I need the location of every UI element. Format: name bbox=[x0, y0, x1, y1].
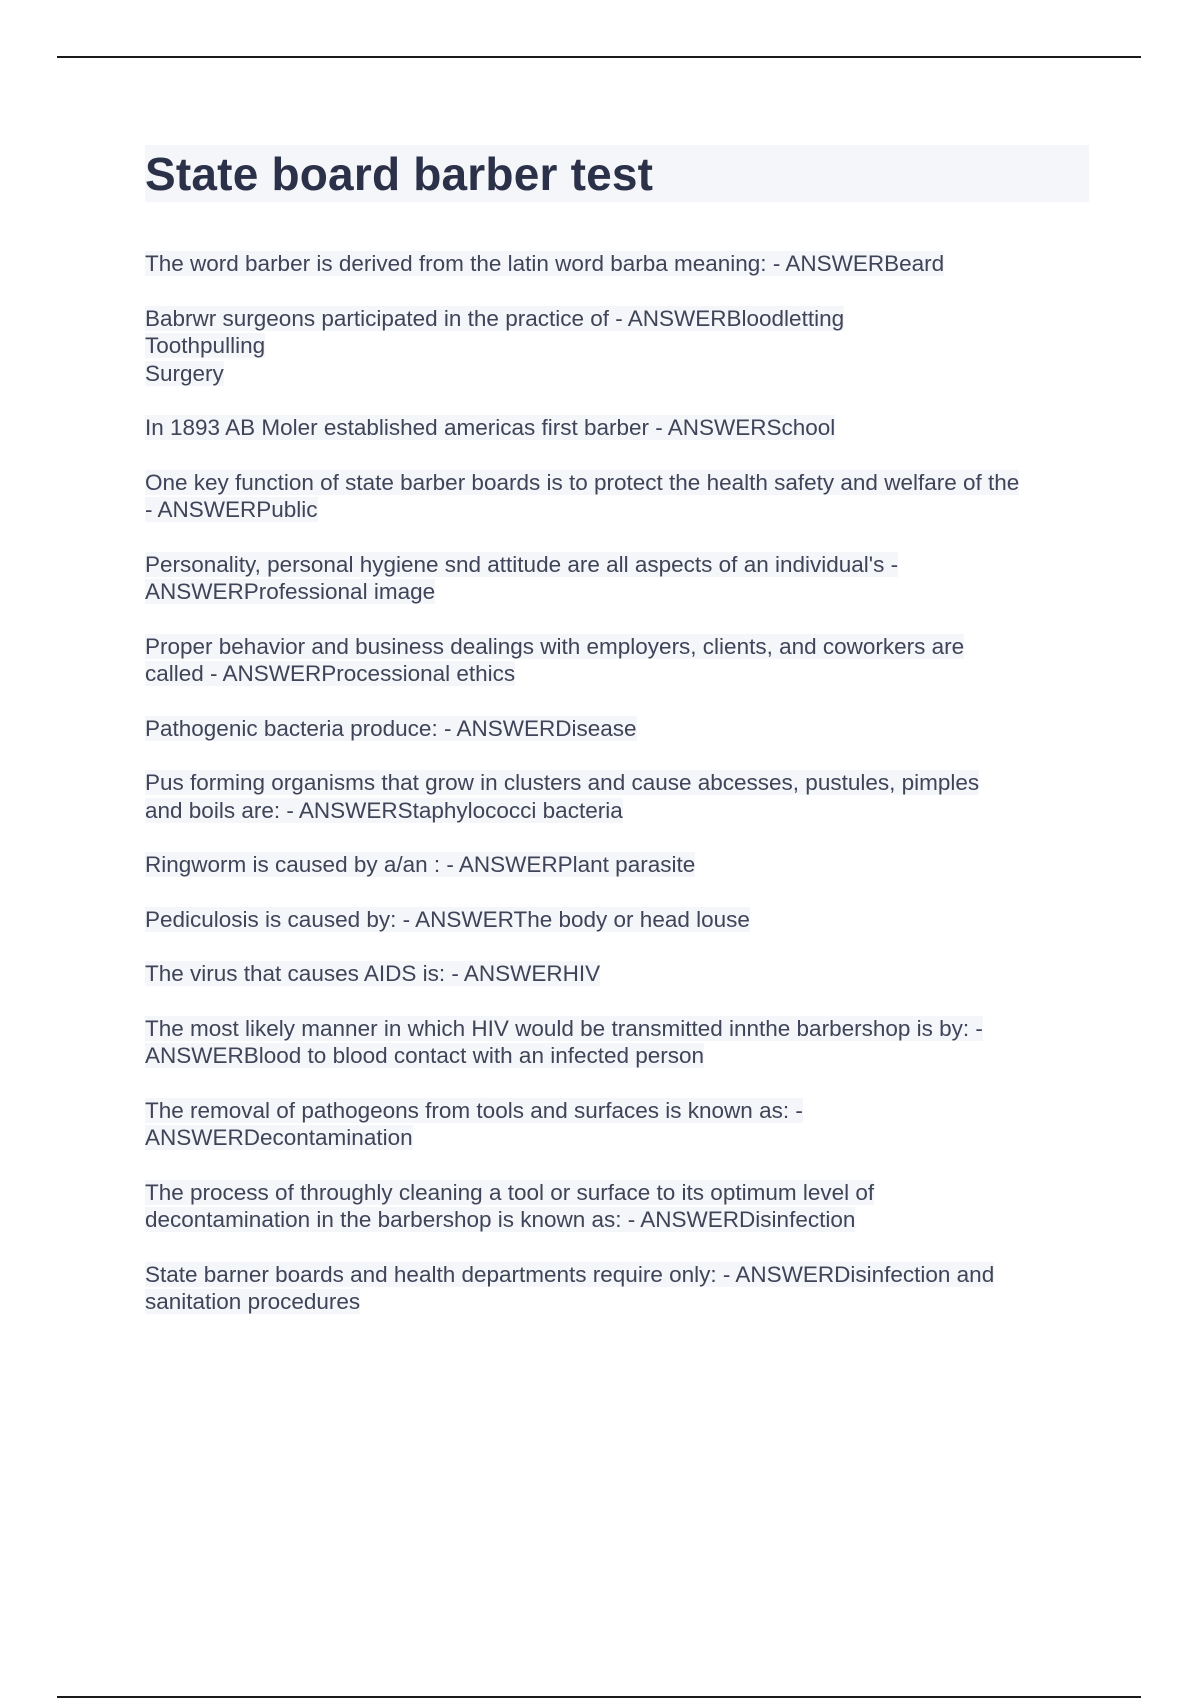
qa-line: ANSWERDecontamination bbox=[145, 1125, 413, 1150]
top-rule bbox=[57, 56, 1141, 58]
qa-line: and boils are: - ANSWERStaphylococci bacteria bbox=[145, 797, 623, 823]
qa-item bbox=[145, 769, 1089, 824]
qa-line: Pathogenic bacteria produce: - ANSWERDisease bbox=[145, 715, 637, 741]
qa-line: Pus forming organisms that grow in clusters and cause abcesses, pustules, pimples bbox=[145, 770, 980, 795]
qa-line: The most likely manner in which HIV would be transmitted innthe barbershop is by: - bbox=[145, 1015, 983, 1041]
qa-item bbox=[145, 469, 1089, 524]
qa-line: One key function of state barber boards is to protect the health safety and welfare of the bbox=[145, 469, 1020, 495]
qa-line: In 1893 AB Moler established americas first barber - ANSWERSchool bbox=[145, 415, 836, 440]
qa-line: The process of throughly cleaning a tool or surface to its optimum level of bbox=[145, 1179, 875, 1205]
qa-item bbox=[145, 1015, 1089, 1070]
qa-line: Babrwr surgeons participated in the practice of - ANSWERBloodletting bbox=[145, 305, 845, 331]
qa-item bbox=[145, 960, 1089, 988]
qa-line: Proper behavior and business dealings with employers, clients, and coworkers are bbox=[145, 633, 965, 659]
qa-item bbox=[145, 1097, 1089, 1152]
qa-line: Toothpulling bbox=[145, 333, 266, 358]
qa-line: Pediculosis is caused by: - ANSWERThe body or head louse bbox=[145, 906, 750, 932]
page-title: State board barber test bbox=[145, 147, 654, 200]
qa-line: Personality, personal hygiene snd attitude are all aspects of an individual's - bbox=[145, 551, 899, 577]
qa-item bbox=[145, 551, 1089, 606]
bottom-rule bbox=[57, 1696, 1141, 1698]
qa-list bbox=[145, 250, 1089, 1316]
qa-line: decontamination in the barbershop is known as: - ANSWERDisinfection bbox=[145, 1207, 856, 1232]
qa-line: - ANSWERPublic bbox=[145, 497, 318, 522]
qa-line: The removal of pathogeons from tools and surfaces is known as: - bbox=[145, 1097, 803, 1123]
qa-line: Ringworm is caused by a/an : - ANSWERPlant parasite bbox=[145, 852, 696, 877]
qa-item bbox=[145, 906, 1089, 934]
qa-line: ANSWERBlood to blood contact with an infected person bbox=[145, 1043, 705, 1068]
qa-line: The word barber is derived from the latin word barba meaning: - ANSWERBeard bbox=[145, 251, 945, 276]
qa-item bbox=[145, 305, 1089, 388]
qa-item bbox=[145, 715, 1089, 743]
qa-item bbox=[145, 633, 1089, 688]
qa-item bbox=[145, 1179, 1089, 1234]
title-band bbox=[145, 145, 1089, 202]
qa-line: Surgery bbox=[145, 360, 224, 386]
qa-line: called - ANSWERProcessional ethics bbox=[145, 661, 516, 686]
qa-line: sanitation procedures bbox=[145, 1289, 361, 1314]
qa-item bbox=[145, 414, 1089, 442]
qa-line: ANSWERProfessional image bbox=[145, 579, 436, 604]
document-body bbox=[145, 145, 1089, 1343]
qa-item bbox=[145, 250, 1089, 278]
qa-item bbox=[145, 1261, 1089, 1316]
qa-item bbox=[145, 851, 1089, 879]
qa-line: The virus that causes AIDS is: - ANSWERHIV bbox=[145, 961, 601, 986]
qa-line: State barner boards and health departments require only: - ANSWERDisinfection and bbox=[145, 1261, 995, 1287]
